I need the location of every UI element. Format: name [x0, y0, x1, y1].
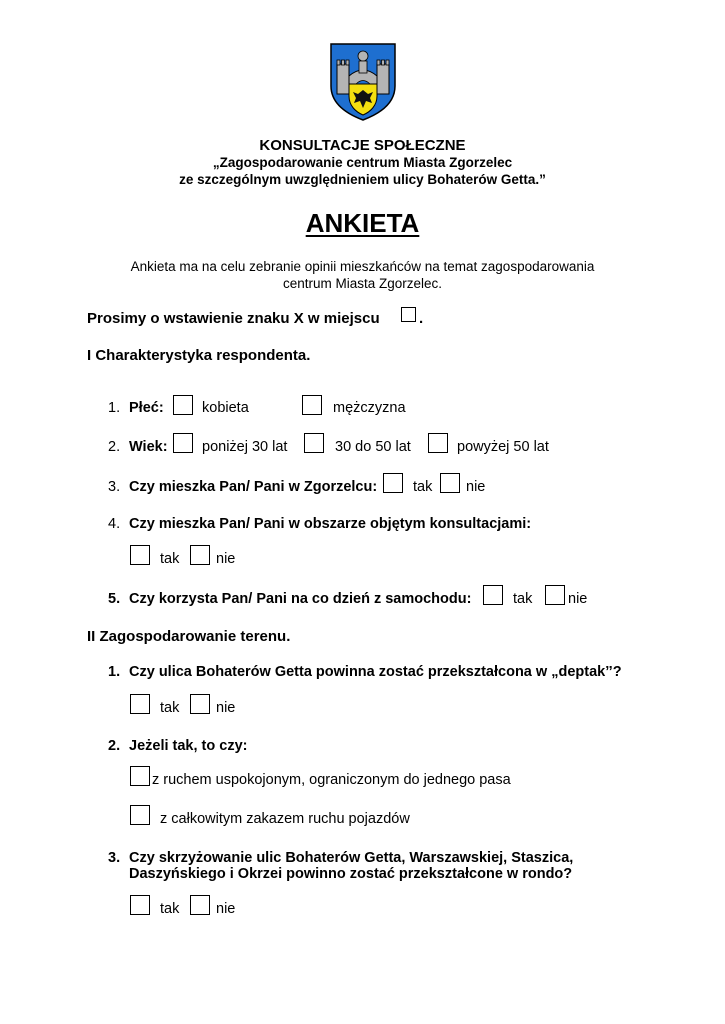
question-number: 2. — [108, 738, 121, 754]
promenade-yes-label: tak — [160, 700, 180, 716]
age-under-30-label: poniżej 30 lat — [202, 439, 288, 455]
example-checkbox-icon — [401, 307, 416, 322]
question-traffic-label: Jeżeli tak, to czy: — [129, 738, 248, 754]
question-number: 3. — [108, 850, 121, 866]
instruction-end: . — [419, 310, 424, 327]
area-no-checkbox[interactable] — [190, 545, 210, 565]
residence-yes-label: tak — [413, 479, 433, 495]
area-yes-label: tak — [160, 551, 180, 567]
question-number: 2. — [108, 439, 121, 455]
age-30-50-checkbox[interactable] — [304, 433, 324, 453]
promenade-no-label: nie — [216, 700, 236, 716]
section-1-title: I Charakterystyka respondenta. — [87, 347, 311, 364]
section-2-title: II Zagospodarowanie terenu. — [87, 628, 291, 645]
question-number: 1. — [108, 400, 121, 416]
gender-female-label: kobieta — [202, 400, 249, 416]
question-roundabout-label-1: Czy skrzyżowanie ulic Bohaterów Getta, Warszawskiej, Staszica, — [129, 850, 574, 866]
area-no-label: nie — [216, 551, 236, 567]
gender-female-checkbox[interactable] — [173, 395, 193, 415]
age-30-50-label: 30 do 50 lat — [335, 439, 411, 455]
age-over-50-label: powyżej 50 lat — [457, 439, 549, 455]
question-roundabout-label-2: Daszyńskiego i Okrzei powinno zostać przekształcone w rondo? — [129, 866, 573, 882]
question-gender-label: Płeć: — [129, 400, 164, 416]
residence-yes-checkbox[interactable] — [383, 473, 403, 493]
residence-no-label: nie — [466, 479, 486, 495]
coat-of-arms-logo — [329, 42, 397, 122]
promenade-yes-checkbox[interactable] — [130, 694, 150, 714]
car-no-checkbox[interactable] — [545, 585, 565, 605]
roundabout-no-label: nie — [216, 901, 236, 917]
intro-line-2: centrum Miasta Zgorzelec. — [282, 276, 443, 291]
question-promenade-label: Czy ulica Bohaterów Getta powinna zostać przekształcona w „deptak’’? — [129, 664, 622, 680]
car-yes-label: tak — [513, 591, 533, 607]
car-no-label: nie — [568, 591, 588, 607]
header-line-1: KONSULTACJE SPOŁECZNE — [259, 137, 466, 154]
question-number: 5. — [108, 591, 121, 607]
header-line-3: ze szczególnym uwzględnieniem ulicy Bohaterów Getta.” — [179, 172, 546, 187]
page-title: ANKIETA — [305, 208, 420, 238]
question-residence-label: Czy mieszka Pan/ Pani w Zgorzelcu: — [129, 479, 378, 495]
question-number: 1. — [108, 664, 121, 680]
gender-male-checkbox[interactable] — [302, 395, 322, 415]
traffic-calmed-label: z ruchem uspokojonym, ograniczonym do jednego pasa — [152, 772, 511, 788]
question-age-label: Wiek: — [129, 439, 168, 455]
intro-line-1: Ankieta ma na celu zebranie opinii mieszkańców na temat zagospodarowania — [130, 259, 595, 274]
age-over-50-checkbox[interactable] — [428, 433, 448, 453]
header-line-2: „Zagospodarowanie centrum Miasta Zgorzelec — [212, 155, 513, 170]
instruction-text: Prosimy o wstawienie znaku X w miejscu — [87, 310, 380, 327]
question-area-label: Czy mieszka Pan/ Pani w obszarze objętym konsultacjami: — [129, 516, 532, 532]
promenade-no-checkbox[interactable] — [190, 694, 210, 714]
area-yes-checkbox[interactable] — [130, 545, 150, 565]
traffic-banned-label: z całkowitym zakazem ruchu pojazdów — [160, 811, 410, 827]
roundabout-yes-checkbox[interactable] — [130, 895, 150, 915]
question-car-label: Czy korzysta Pan/ Pani na co dzień z samochodu: — [129, 591, 472, 607]
roundabout-no-checkbox[interactable] — [190, 895, 210, 915]
traffic-banned-checkbox[interactable] — [130, 805, 150, 825]
car-yes-checkbox[interactable] — [483, 585, 503, 605]
residence-no-checkbox[interactable] — [440, 473, 460, 493]
gender-male-label: mężczyzna — [333, 400, 406, 416]
roundabout-yes-label: tak — [160, 901, 180, 917]
question-number: 4. — [108, 516, 121, 532]
traffic-calmed-checkbox[interactable] — [130, 766, 150, 786]
age-under-30-checkbox[interactable] — [173, 433, 193, 453]
question-number: 3. — [108, 479, 121, 495]
